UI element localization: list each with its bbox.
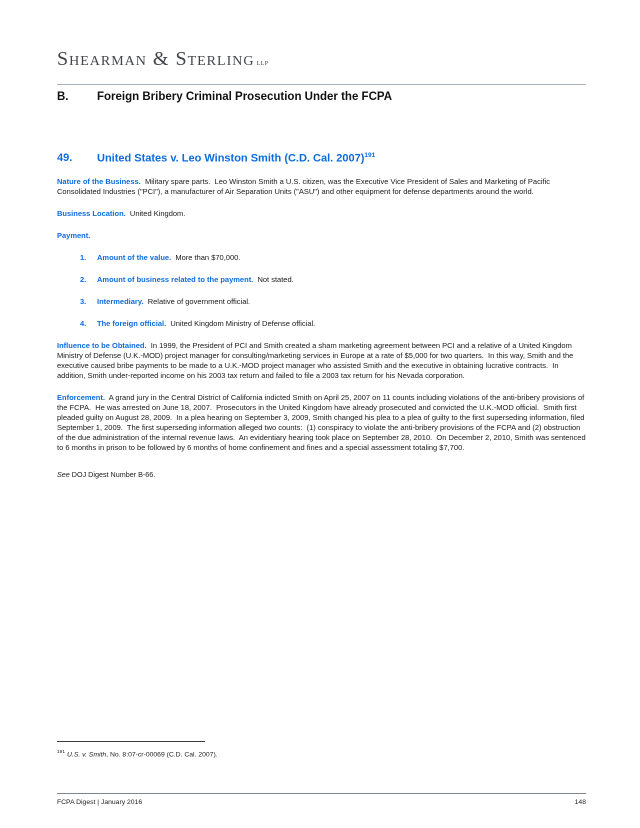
list-item-number: 3.: [80, 296, 87, 306]
firm-name-suffix: llp: [256, 57, 269, 67]
field-label: Business Location.: [57, 208, 126, 218]
list-item-body: [97, 275, 586, 285]
section-title: Foreign Bribery Criminal Prosecution Under the FCPA: [97, 91, 392, 103]
field-text: United Kingdom Ministry of Defense official.: [166, 318, 316, 328]
letterhead-rule: [57, 84, 586, 85]
page-footer: [57, 799, 586, 806]
footnote-case-name: U.S. v. Smith: [67, 751, 107, 759]
paragraph-payment: [57, 231, 586, 241]
field-label: Influence to be Obtained.: [57, 340, 147, 350]
footnote-citation: , No. 8:07-cr-00069 (C.D. Cal. 2007).: [106, 751, 218, 759]
list-item: [57, 253, 586, 263]
firm-logo: [57, 48, 586, 71]
field-label: Enforcement.: [57, 392, 105, 402]
field-text: Not stated.: [253, 274, 294, 284]
field-label: Payment.: [57, 230, 91, 240]
case-heading: [57, 152, 586, 165]
footer-rule: [57, 793, 586, 794]
paragraph-business-location: [57, 209, 586, 219]
field-text: In 1999, the President of PCI and Smith created a sham marketing agreement between PCI and a relative of a United Kingdom Ministry of Defense (U.K.-MOD) project manager for consulting/marketing services in Europe at a rate of $5,000 for two quarters. In this way, Smith and the executive caused bribe payments to be made to a U.K.-MOD project manager who assisted Smith and the executive in obtaining lucrative contracts. In addition, Smith under-reported income on his 2003 tax return and failed to file a 2003 tax return for his Nevada corporation.: [57, 340, 576, 380]
field-label: Intermediary.: [97, 296, 144, 306]
field-label: The foreign official.: [97, 318, 167, 328]
footnote: [57, 748, 586, 759]
list-item-number: 1.: [80, 252, 87, 262]
paragraph-enforcement: [57, 393, 586, 453]
see-reference-note: [57, 470, 586, 480]
page-content: [57, 0, 586, 487]
footer-publication: FCPA Digest | January 2016: [57, 799, 143, 806]
list-item-body: [97, 319, 586, 329]
paragraph-nature-of-business: [57, 177, 586, 197]
footnote-block: [57, 741, 586, 759]
footnote-number: 191: [57, 750, 66, 755]
list-item-number: 4.: [80, 318, 87, 328]
case-footnote-ref: 191: [364, 152, 376, 159]
firm-name: Shearman & Sterling: [57, 48, 255, 70]
list-item-number: 2.: [80, 274, 87, 284]
list-item-body: [97, 297, 586, 307]
field-label: Nature of the Business.: [57, 176, 141, 186]
see-word: See: [57, 469, 70, 479]
field-text: More than $70,000.: [171, 252, 241, 262]
paragraph-influence: [57, 341, 586, 381]
field-text: A grand jury in the Central District of California indicted Smith on April 25, 2007 on 11 counts including violations of the anti-bribery provisions of the FCPA. He was arrested on June 18, 2007. Prosecutors in the United Kingdom have already prosecuted and convicted the U.K.-MOD official. Smith first pleaded guilty on August 28, 2009. In a plea hearing on September 3, 2009, Smith changed his plea to a plea of guilty to the first superseding information, filed September 1, 2009. The first superseding information alleged two counts: (1) conspiracy to violate the anti-bribery provisions of the FCPA and (2) obstruction of the due administration of the internal revenue laws. An evidentiary hearing took place on September 28, 2010. On December 2, 2010, Smith was sentenced to 6 months in prison to be followed by 6 months of home confinement and fines and a special assessment totaling $7,700.: [57, 392, 588, 452]
case-title-text: United States v. Leo Winston Smith (C.D. Cal. 2007): [97, 152, 365, 165]
field-text: United Kingdom.: [125, 208, 186, 218]
case-title: [97, 152, 375, 165]
see-text: DOJ Digest Number B-66.: [69, 469, 156, 479]
list-item-body: [97, 253, 586, 263]
section-heading: [57, 91, 586, 103]
list-item: [57, 297, 586, 307]
footnote-separator-rule: [57, 741, 205, 742]
footer-page-number: 148: [574, 799, 586, 806]
payment-list: [57, 253, 586, 329]
field-text: Military spare parts. Leo Winston Smith a U.S. citizen, was the Executive Vice President of Sales and Marketing of Pacific Consolidated Industries ("PCI"), a manufacturer of Air Separation Units ("ASU") and other equipment for defense departments around the world.: [57, 176, 553, 196]
case-number: 49.: [57, 152, 73, 164]
list-item: [57, 275, 586, 285]
field-label: Amount of the value.: [97, 252, 172, 262]
section-number: B.: [57, 91, 69, 103]
field-text: Relative of government official.: [143, 296, 251, 306]
list-item: [57, 319, 586, 329]
field-label: Amount of business related to the payment.: [97, 274, 254, 284]
